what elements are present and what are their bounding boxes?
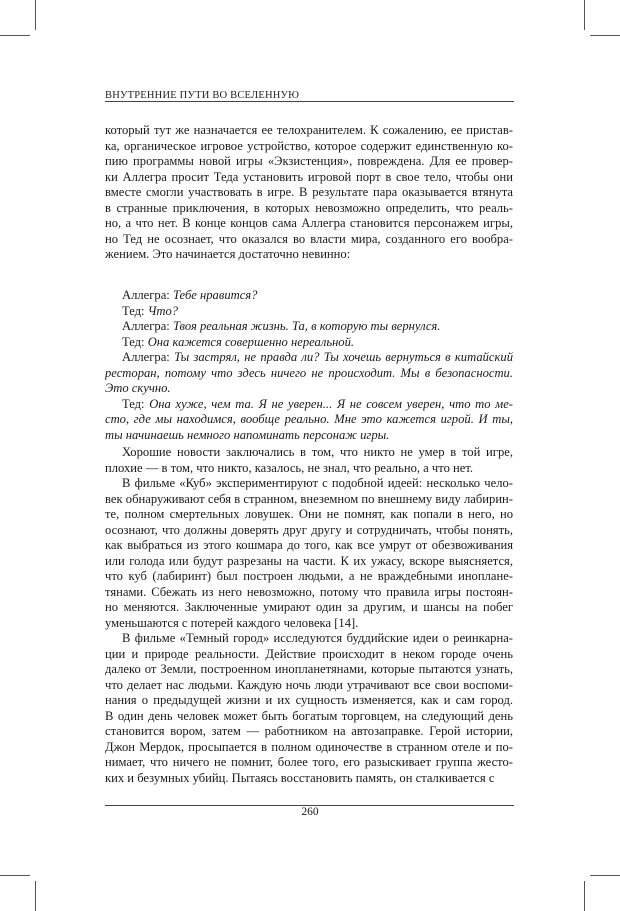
text-line: тянами. Сбежать из него невозможно, потому что правила игры постоян- (105, 584, 513, 599)
text-line: уменьшаются с потерей каждого человека [14]. (105, 615, 359, 630)
crop-mark (0, 35, 30, 36)
text-line: далеко от Земли, построенном инопланетянами, которые пытаются узнать, (105, 662, 513, 676)
text-line: как выбраться из этого кошмара до того, как все умрут от обезвоживания (105, 538, 513, 552)
text-line: ких и безумных убийц. Пытаясь восстановить память, он сталкивается с (105, 770, 495, 785)
speaker-name: Тед: (122, 334, 145, 349)
speech-text: ты начинаешь немного напоминать персонаж игры. (105, 427, 390, 442)
text-line: пию программы новой игры «Экзистенция», повреждена. Для ее провер- (105, 154, 513, 168)
speech-text: Тебе нравится? (172, 288, 258, 302)
speech-text: ресторан, потому что здесь ничего не происходит. Мы в безопасности. (105, 365, 513, 380)
text-line: В фильме «Куб» экспериментируют с подобной идеей: несколько чело- (122, 476, 513, 490)
text-line: Хорошие новости заключались в том, что никто не умер в той игре, (122, 445, 513, 459)
speaker-name: Аллегра: (122, 288, 170, 302)
crop-mark (0, 875, 30, 876)
text-line: что делает нас людьми. Каждую ночь люди утрачивают все свои воспоми- (105, 677, 513, 692)
dialogue-line (105, 304, 513, 320)
text-line: ки Аллегра просит Теда установить игровой порт в свое тело, чтобы они (105, 169, 513, 184)
speech-text: Она кажется совершенно нереальной. (147, 334, 355, 349)
dialogue-line (105, 319, 513, 335)
crop-mark (584, 0, 585, 30)
dialogue-line (105, 350, 513, 366)
text-line: ка, органическое игровое устройство, которое содержит единственную ко- (105, 138, 513, 153)
dialogue-block (105, 288, 513, 443)
crop-mark (35, 881, 36, 911)
running-head: ВНУТРЕННИЕ ПУТИ ВО ВСЕЛЕННУЮ (105, 90, 300, 101)
text-line: В фильме «Темный город» исследуются буддийские идеи о реинкарна- (122, 631, 513, 645)
speech-text: Ты застрял, не правда ли? Ты хочешь вернуться в китайский (174, 350, 513, 364)
dialogue-line (105, 412, 513, 428)
text-line: нания о предыдущей жизни и их сущность изменяется, как и сам город. (105, 693, 513, 707)
text-line: жением. Это начинается достаточно невинно: (105, 247, 351, 261)
page-number: 260 (301, 806, 319, 818)
dialogue-line (105, 381, 513, 397)
text-line: ции и природе реальности. Действие происходит в неком городе очень (105, 646, 513, 661)
speech-text: Твоя реальная жизнь. Та, в которую ты вернулся. (172, 319, 441, 333)
crop-mark (584, 881, 585, 911)
dialogue-line (105, 397, 513, 413)
text-line: нимает, что ничего не помнит, более того, его разыскивает группа жесто- (105, 755, 513, 769)
text-line: плохие — в том, что никто, казалось, не знал, что реально, а что нет. (105, 460, 474, 475)
speech-text: Она хуже, чем та. Я не уверен... Я не совсем уверен, что то ме- (149, 396, 514, 411)
body-paragraphs (105, 445, 513, 786)
dialogue-line (105, 428, 513, 444)
speaker-name: Аллегра: (122, 319, 170, 333)
speech-text: сто, где мы находимся, вообще реально. Мне это кажется игрой. И ты, (105, 412, 513, 426)
paragraph-intro (105, 123, 513, 263)
text-line: но, а что нет. В конце концов сама Аллегра становится персонажем игры, (105, 216, 513, 230)
dialogue-line (105, 335, 513, 351)
text-line: В один день человек может быть богатым торговцем, на следующий день (105, 708, 513, 723)
text-line: вместе смогли участвовать в игре. В результате пара оказывается втянута (105, 185, 513, 199)
dialogue-line (105, 288, 513, 304)
speech-text: Это скучно. (105, 381, 171, 395)
speaker-name: Тед: (122, 396, 145, 411)
speaker-name: Аллегра: (122, 350, 170, 364)
crop-mark (35, 0, 36, 30)
text-line: в странные приключения, в которых невозможно определить, что реаль- (105, 200, 513, 215)
text-line: становится вором, затем — работником на автозаправке. Герой истории, (105, 724, 513, 738)
speech-text: Что? (147, 303, 179, 318)
text-line: который тут же назначается ее телохранителем. К сожалению, ее пристав- (105, 123, 513, 137)
text-line: Джон Мердок, просыпается в полном одиночестве в странном отеле и по- (105, 739, 513, 754)
text-line: век обнаруживают себя в странном, внеземном по внешнему виду лабирин- (105, 491, 513, 506)
text-line: или голода или будут разрезаны на части. К их ужасу, вскоре выясняется, (105, 553, 513, 568)
text-line: но меняются. Заключенные умирают один за другим, и шансы на побег (105, 600, 513, 614)
text-line: осознают, что должны доверять друг другу и сотрудничать, чтобы понять, (105, 522, 513, 537)
text-line: но Тед не осознает, что оказался во власти мира, созданного его вообра- (105, 231, 513, 246)
header-rule (105, 101, 514, 102)
text-line: что куб (лабиринт) был построен людьми, а не враждебными иноплане- (105, 569, 513, 583)
speaker-name: Тед: (122, 303, 145, 318)
crop-mark (590, 875, 620, 876)
crop-mark (590, 35, 620, 36)
dialogue-line (105, 366, 513, 382)
text-line: те, полном смертельных ловушек. Они не помнят, как попали в него, но (105, 507, 513, 521)
